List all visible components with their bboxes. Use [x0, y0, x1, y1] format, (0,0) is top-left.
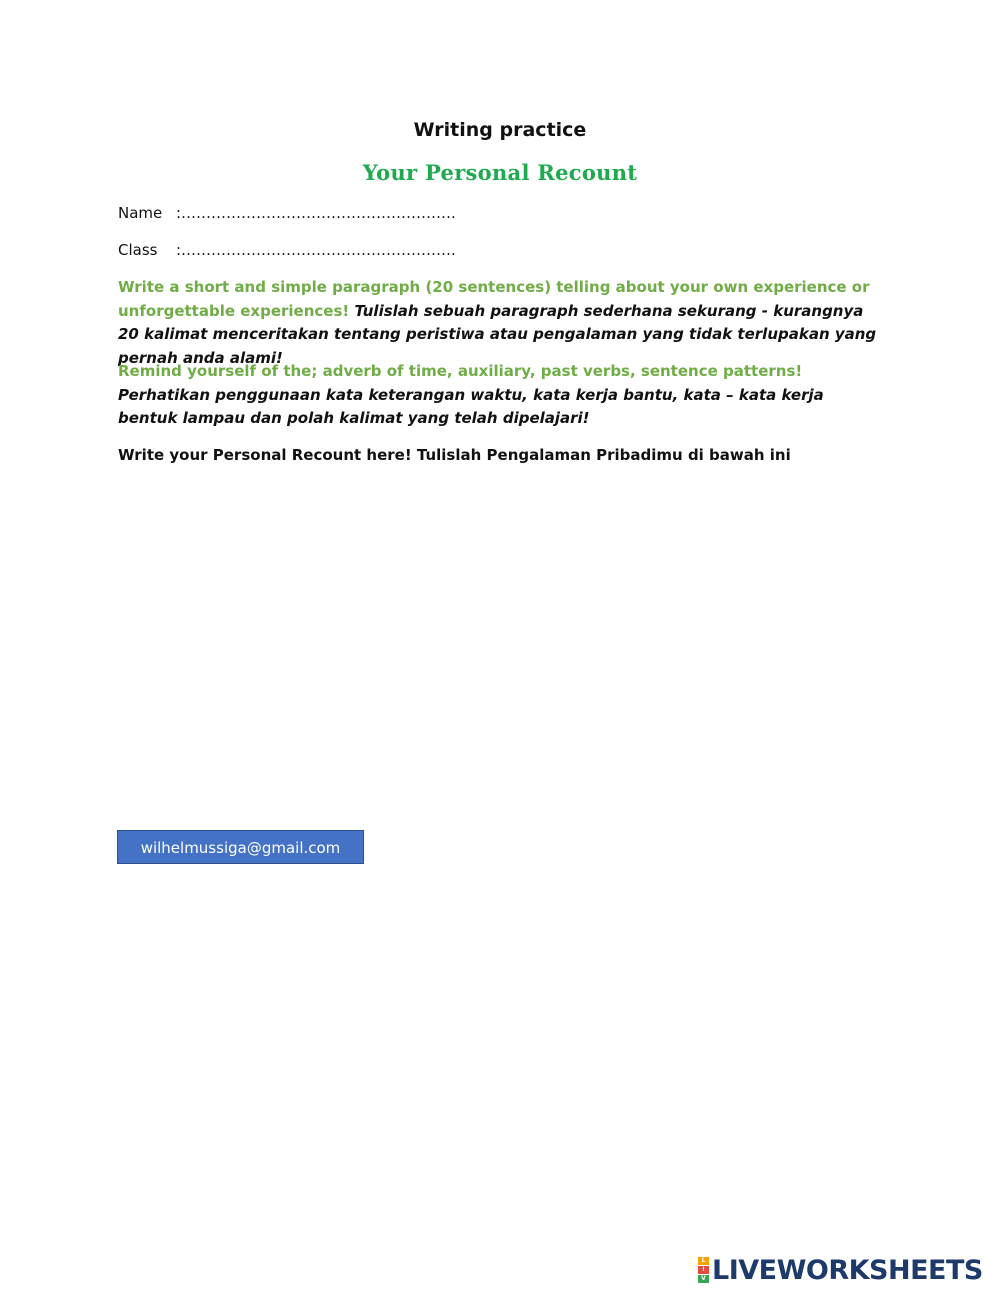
instruction-1-indonesian: Tulislah sebuah paragraph sederhana sekurang - kurangnya 20 kalimat menceritakan tentang peristiwa atau pengalaman yang tidak terlupakan yang pernah anda alami! [118, 301, 877, 367]
liveworksheets-logo [698, 1255, 983, 1285]
instruction-1-english: Write a short and simple paragraph (20 sentences) telling about your own experience or unforgettable experiences! [118, 278, 870, 320]
instruction-paragraph-1 [118, 276, 888, 370]
instruction-paragraph-2 [118, 360, 888, 431]
logo-blocks-icon [698, 1257, 709, 1283]
name-label: Name [118, 204, 163, 222]
class-field [118, 241, 456, 259]
page-title: Writing practice [413, 119, 587, 141]
class-label: Class [118, 241, 158, 259]
page-subtitle: Your Personal Recount [362, 160, 638, 185]
logo-block-i: I [698, 1266, 709, 1274]
email-box: wilhelmussiga@gmail.com [117, 830, 364, 864]
logo-block-v: V [698, 1275, 709, 1283]
name-blank: :………………………………………………. [176, 204, 456, 222]
name-field [118, 204, 456, 222]
logo-text: LIVEWORKSHEETS [712, 1254, 983, 1286]
logo-block-l: L [698, 1257, 709, 1265]
instruction-2-indonesian: Perhatikan penggunaan kata keterangan waktu, kata kerja bantu, kata – kata kerja bentuk lampau dan polah kalimat yang telah dipelajari! [118, 385, 824, 427]
class-blank: :………………………………………………. [176, 241, 456, 259]
instruction-2-english: Remind yourself of the; adverb of time, auxiliary, past verbs, sentence patterns! [118, 362, 803, 380]
instruction-paragraph-3: Write your Personal Recount here! Tulislah Pengalaman Pribadimu di bawah ini [118, 446, 791, 464]
